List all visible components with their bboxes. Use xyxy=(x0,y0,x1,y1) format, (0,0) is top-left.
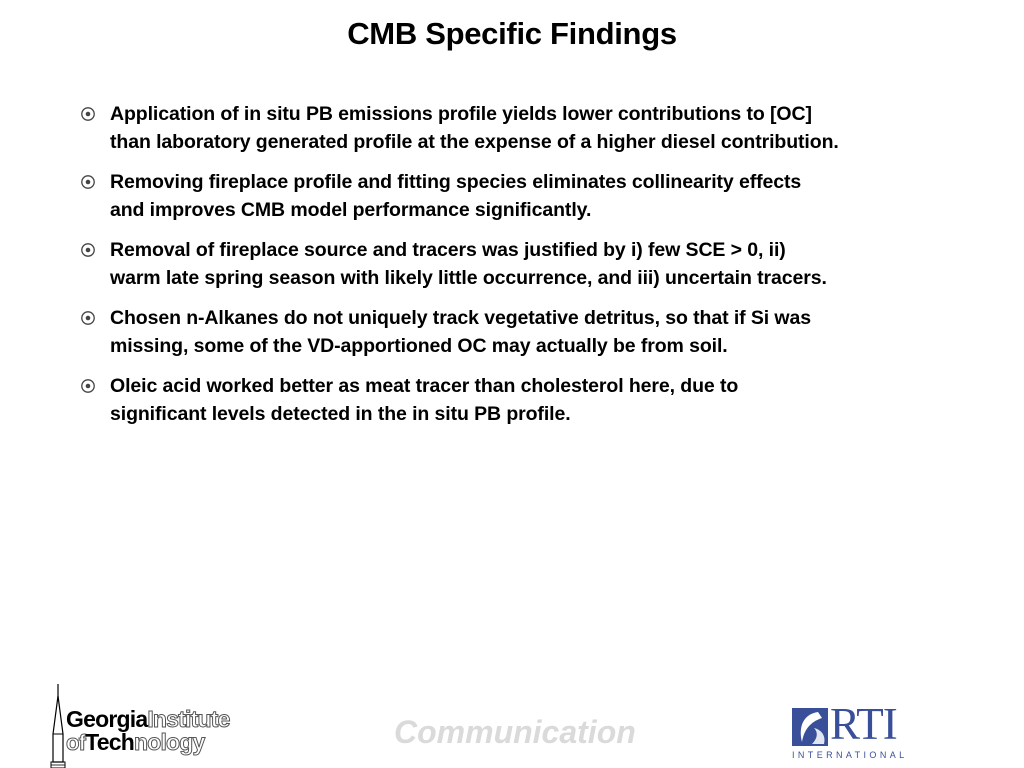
bullet-text xyxy=(110,168,801,224)
bullet-line-2: missing, some of the VD-apportioned OC may actually be from soil. xyxy=(110,335,728,357)
bullet-line-2: significant levels detected in the in situ PB profile. xyxy=(110,403,571,425)
bullet-text xyxy=(110,100,839,156)
circled-dot-icon xyxy=(80,236,110,264)
bullet-line-1: Chosen n-Alkanes do not uniquely track vegetative detritus, so that if Si was xyxy=(110,307,811,329)
communication-watermark: Communication xyxy=(394,714,636,750)
findings-list xyxy=(80,100,980,440)
circled-dot-icon xyxy=(80,100,110,128)
bullet-line-1: Removing fireplace profile and fitting species eliminates collinearity effects xyxy=(110,171,802,193)
tech-tower-icon xyxy=(50,684,66,768)
georgia-tech-logo xyxy=(50,684,310,768)
list-item xyxy=(80,100,980,156)
rti-wordmark: RTI xyxy=(830,699,897,749)
list-item xyxy=(80,304,980,360)
bullet-text xyxy=(110,372,738,428)
gt-logo-institute: Institute xyxy=(147,706,230,732)
circled-dot-icon xyxy=(80,304,110,332)
rti-tagline: INTERNATIONAL xyxy=(792,750,908,760)
rti-logo xyxy=(792,699,932,762)
slide-title: CMB Specific Findings xyxy=(347,16,677,51)
gt-logo-georgia: Georgia xyxy=(66,706,148,732)
bullet-line-1: Application of in situ PB emissions profile yields lower contributions to [OC] xyxy=(110,103,812,125)
gt-logo-line-2 xyxy=(66,729,205,756)
rti-swirl-icon xyxy=(792,708,828,746)
circled-dot-icon xyxy=(80,168,110,196)
gt-logo-of: of xyxy=(66,730,86,755)
bullet-line-2: than laboratory generated profile at the expense of a higher diesel contribution. xyxy=(110,131,839,153)
bullet-line-2: warm late spring season with likely little occurrence, and iii) uncertain tracers. xyxy=(110,267,827,289)
list-item xyxy=(80,236,980,292)
gt-logo-nology: nology xyxy=(133,729,205,755)
gt-logo-tech: Tech xyxy=(85,729,134,755)
bullet-text xyxy=(110,236,827,292)
bullet-line-1: Removal of fireplace source and tracers was justified by i) few SCE > 0, ii) xyxy=(110,239,786,261)
bullet-line-1: Oleic acid worked better as meat tracer than cholesterol here, due to xyxy=(110,375,739,397)
circled-dot-icon xyxy=(80,372,110,400)
bullet-line-2: and improves CMB model performance significantly. xyxy=(110,199,592,221)
list-item xyxy=(80,372,980,428)
bullet-text xyxy=(110,304,811,360)
list-item xyxy=(80,168,980,224)
